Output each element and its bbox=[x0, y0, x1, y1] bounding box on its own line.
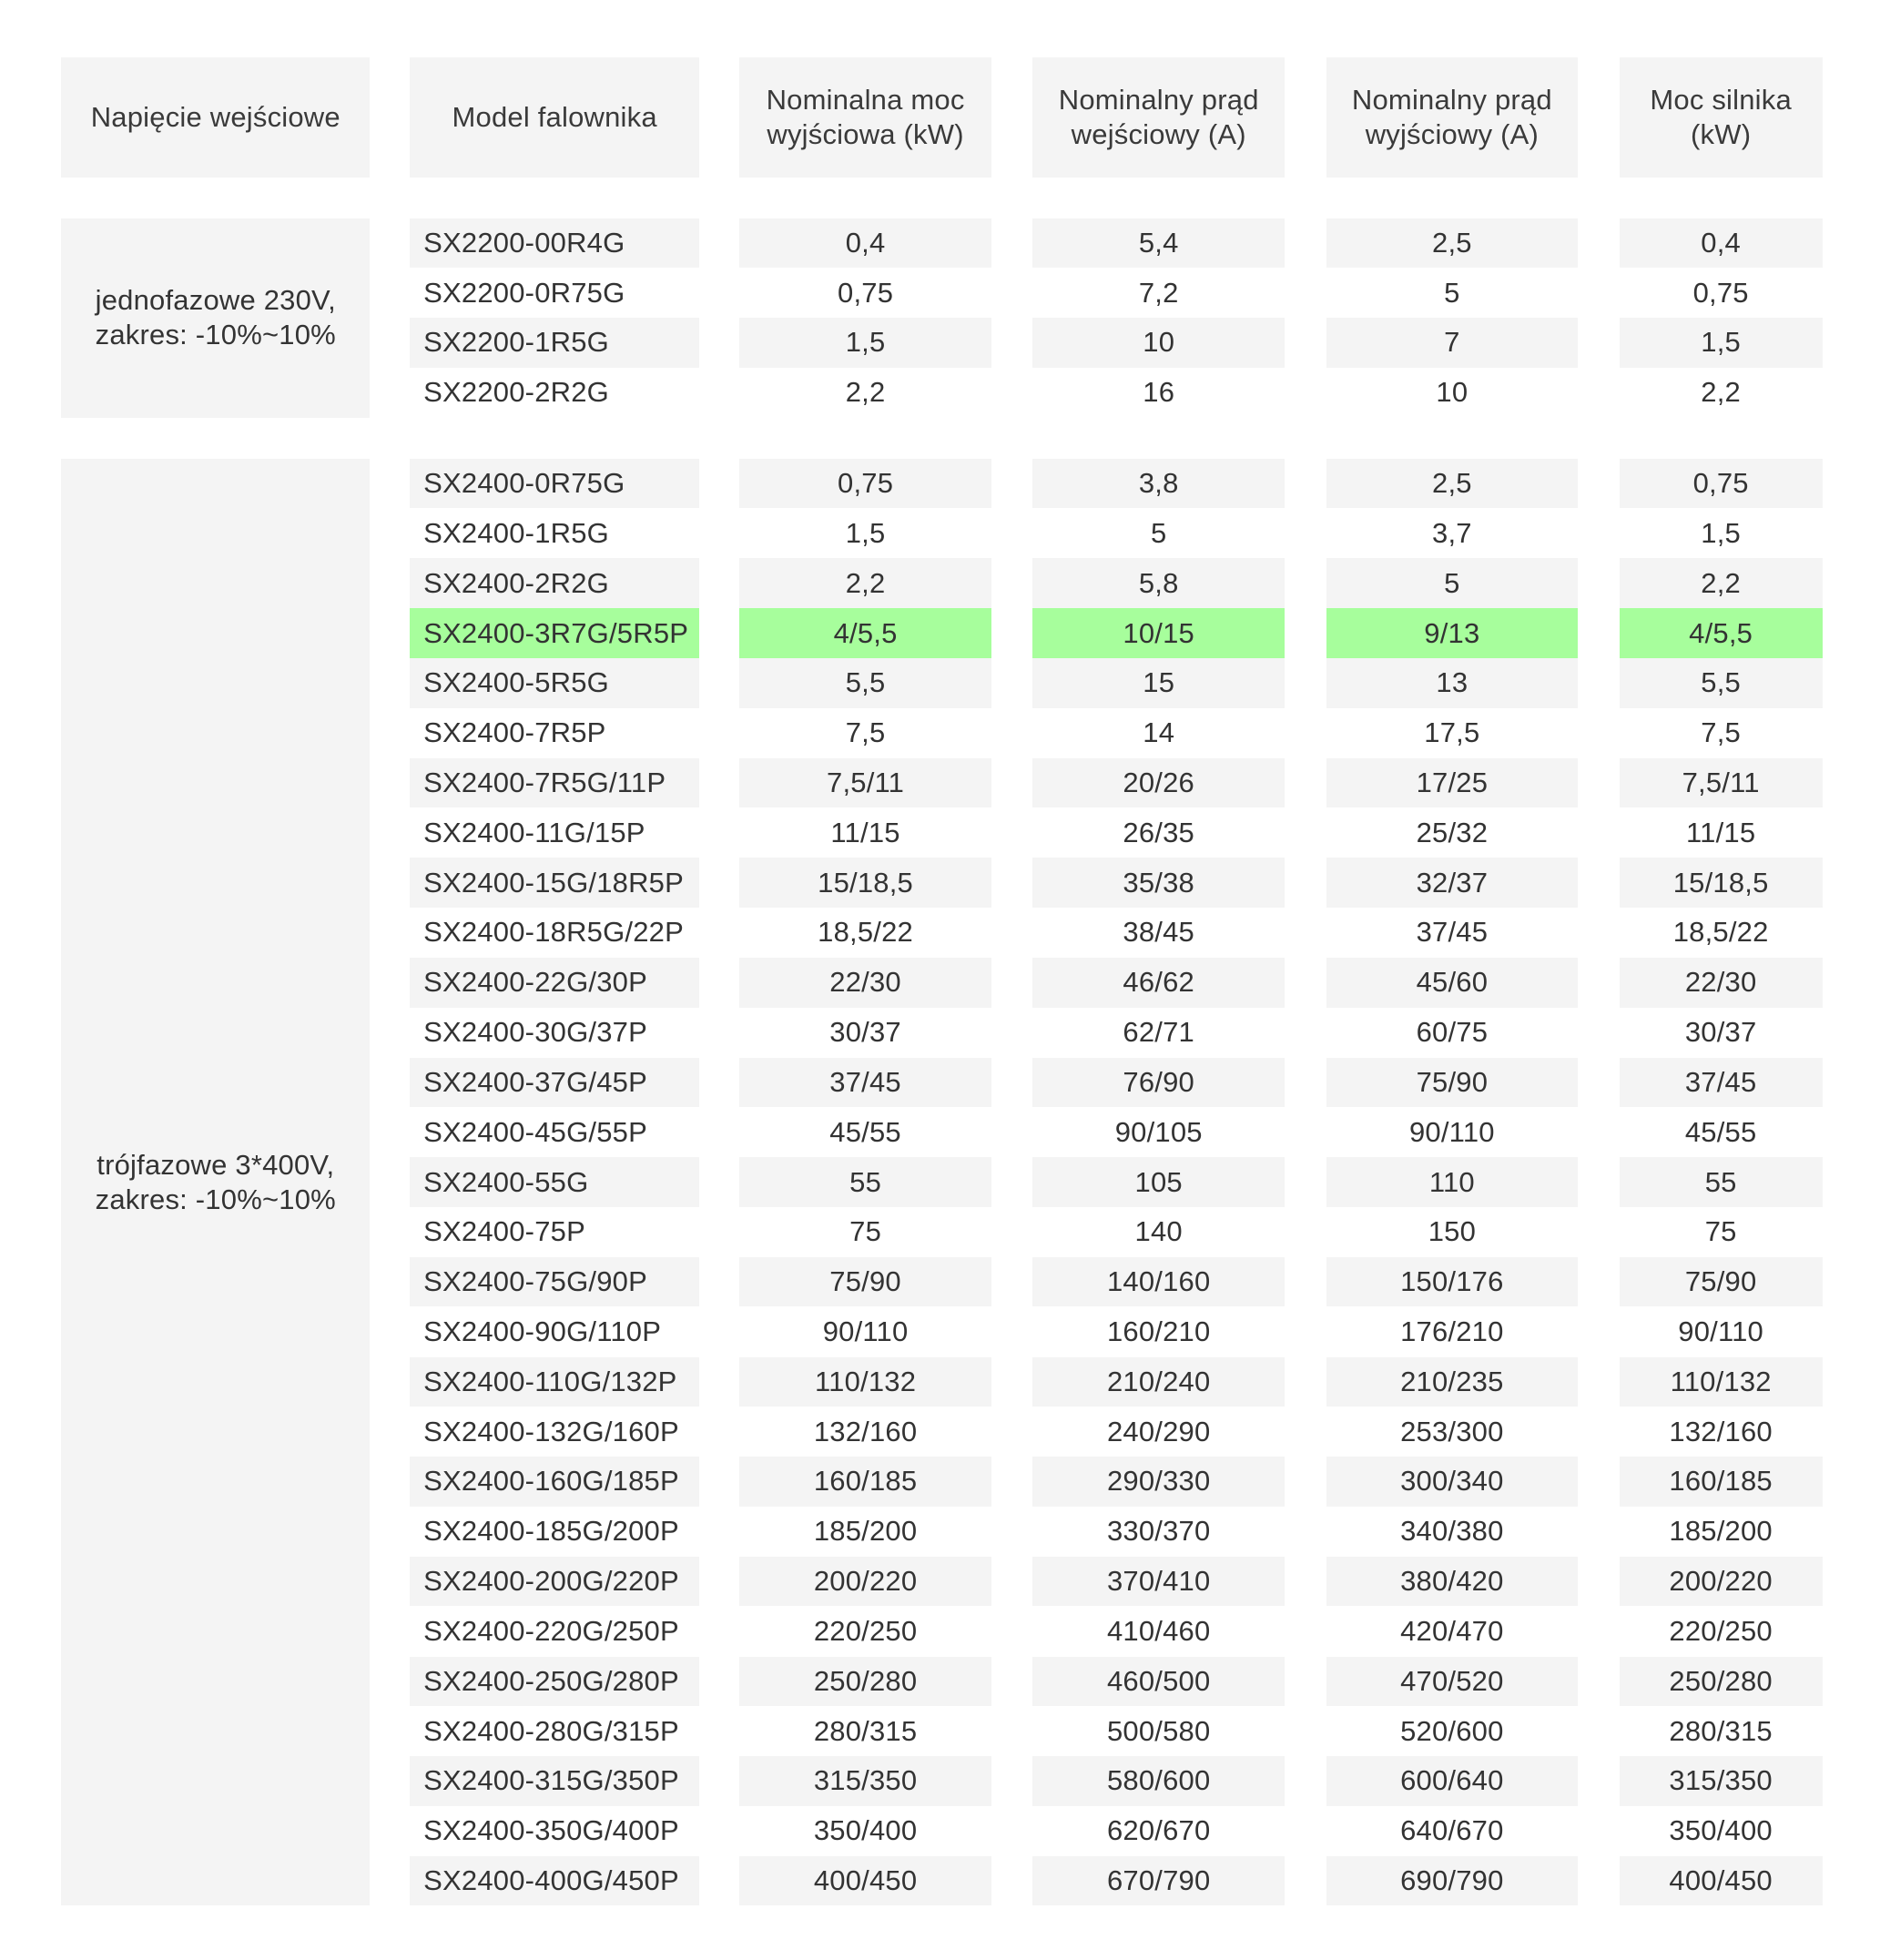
cell-power: 315/350 bbox=[739, 1756, 991, 1806]
cell-model: SX2400-0R75G bbox=[410, 459, 699, 509]
cell-in-current: 76/90 bbox=[1032, 1058, 1285, 1108]
cell-out-current: 60/75 bbox=[1416, 1016, 1489, 1049]
cell-power: 0,75 bbox=[838, 276, 894, 309]
cell-motor: 315/350 bbox=[1620, 1756, 1823, 1806]
cell-in-current: 670/790 bbox=[1032, 1856, 1285, 1906]
cell-model: SX2400-280G/315P bbox=[423, 1714, 679, 1747]
cell-power: 185/200 bbox=[813, 1515, 918, 1548]
cell-in-current: 460/500 bbox=[1032, 1657, 1285, 1707]
header-output-power: Nominalna moc wyjściowa (kW) bbox=[739, 57, 991, 178]
cell-in-current: 5,4 bbox=[1032, 218, 1285, 269]
cell-power: 200/220 bbox=[739, 1557, 991, 1607]
cell-power: 55 bbox=[739, 1157, 991, 1207]
cell-motor: 160/185 bbox=[1620, 1457, 1823, 1507]
cell-out-current: 17,5 bbox=[1424, 716, 1480, 749]
cell-in-current: 5,8 bbox=[1032, 558, 1285, 608]
cell-power: 37/45 bbox=[739, 1058, 991, 1108]
cell-motor: 90/110 bbox=[1678, 1315, 1763, 1348]
cell-in-current: 38/45 bbox=[1123, 916, 1194, 949]
cell-model: SX2400-250G/280P bbox=[410, 1657, 699, 1707]
cell-power: 2,2 bbox=[845, 376, 886, 409]
cell-out-current: 45/60 bbox=[1326, 958, 1579, 1008]
cell-motor: 22/30 bbox=[1620, 958, 1823, 1008]
cell-model: SX2400-200G/220P bbox=[410, 1557, 699, 1607]
cell-in-current: 14 bbox=[1143, 716, 1175, 749]
cell-in-current: 90/105 bbox=[1114, 1115, 1203, 1148]
cell-motor: 15/18,5 bbox=[1620, 858, 1823, 908]
cell-motor: 45/55 bbox=[1684, 1115, 1757, 1148]
cell-in-current: 210/240 bbox=[1032, 1357, 1285, 1407]
cell-power: 22/30 bbox=[739, 958, 991, 1008]
cell-out-current: 380/420 bbox=[1326, 1557, 1579, 1607]
cell-motor: 200/220 bbox=[1620, 1557, 1823, 1607]
cell-in-current: 16 bbox=[1143, 376, 1175, 409]
cell-motor: 11/15 bbox=[1686, 816, 1756, 848]
cell-out-current: 5 bbox=[1326, 558, 1579, 608]
cell-model: SX2400-7R5P bbox=[423, 716, 606, 749]
cell-power: 132/160 bbox=[813, 1415, 918, 1447]
voltage-group-2: trójfazowe 3*400V, zakres: -10%~10% bbox=[61, 459, 370, 1905]
cell-out-current: 253/300 bbox=[1400, 1415, 1504, 1447]
cell-in-current: 3,8 bbox=[1032, 459, 1285, 509]
cell-model: SX2200-00R4G bbox=[410, 218, 699, 269]
cell-model: SX2400-110G/132P bbox=[410, 1357, 699, 1407]
cell-model: SX2400-37G/45P bbox=[410, 1058, 699, 1108]
cell-in-current: 240/290 bbox=[1106, 1415, 1211, 1447]
cell-out-current: 2,5 bbox=[1326, 218, 1579, 269]
cell-in-current: 62/71 bbox=[1123, 1016, 1194, 1049]
cell-out-current: 520/600 bbox=[1400, 1714, 1504, 1747]
cell-motor: 5,5 bbox=[1620, 658, 1823, 708]
cell-in-current: 500/580 bbox=[1106, 1714, 1211, 1747]
cell-out-current: 5 bbox=[1444, 276, 1460, 309]
cell-in-current: 15 bbox=[1032, 658, 1285, 708]
cell-out-current: 75/90 bbox=[1326, 1058, 1579, 1108]
cell-model: SX2200-0R75G bbox=[423, 276, 625, 309]
cell-in-current: 20/26 bbox=[1032, 758, 1285, 808]
cell-power: 7,5/11 bbox=[739, 758, 991, 808]
cell-motor: 350/400 bbox=[1669, 1814, 1773, 1847]
cell-in-current: 46/62 bbox=[1032, 958, 1285, 1008]
cell-in-current: 620/670 bbox=[1106, 1814, 1211, 1847]
cell-in-current: 10 bbox=[1032, 318, 1285, 368]
cell-motor: 400/450 bbox=[1620, 1856, 1823, 1906]
cell-model: SX2400-315G/350P bbox=[410, 1756, 699, 1806]
cell-model: SX2400-30G/37P bbox=[423, 1016, 647, 1049]
cell-out-current: 32/37 bbox=[1326, 858, 1579, 908]
cell-out-current: 150 bbox=[1428, 1215, 1477, 1248]
cell-out-current: 90/110 bbox=[1408, 1115, 1495, 1148]
cell-motor: 37/45 bbox=[1620, 1058, 1823, 1108]
cell-power: 75 bbox=[849, 1215, 882, 1248]
cell-motor: 185/200 bbox=[1669, 1515, 1773, 1548]
cell-power: 1,5 bbox=[739, 318, 991, 368]
cell-in-current: 160/210 bbox=[1106, 1315, 1211, 1348]
cell-motor: 55 bbox=[1620, 1157, 1823, 1207]
cell-in-current: 26/35 bbox=[1123, 816, 1194, 848]
cell-motor: 75 bbox=[1704, 1215, 1737, 1248]
cell-in-current: 140 bbox=[1134, 1215, 1183, 1248]
cell-power: 15/18,5 bbox=[739, 858, 991, 908]
header-motor-power: Moc silnika (kW) bbox=[1620, 57, 1823, 178]
header-input-voltage: Napięcie wejściowe bbox=[61, 57, 370, 178]
cell-out-current: 37/45 bbox=[1416, 916, 1489, 949]
cell-power: 4/5,5 bbox=[739, 608, 991, 658]
cell-power: 11/15 bbox=[830, 816, 900, 848]
cell-model: SX2400-1R5G bbox=[423, 516, 609, 549]
cell-model: SX2200-1R5G bbox=[410, 318, 699, 368]
cell-motor: 7,5 bbox=[1701, 716, 1741, 749]
cell-out-current: 110 bbox=[1326, 1157, 1579, 1207]
cell-in-current: 290/330 bbox=[1032, 1457, 1285, 1507]
cell-in-current: 35/38 bbox=[1032, 858, 1285, 908]
cell-model: SX2400-160G/185P bbox=[410, 1457, 699, 1507]
cell-power: 110/132 bbox=[739, 1357, 991, 1407]
cell-power: 220/250 bbox=[813, 1614, 918, 1647]
cell-motor: 0,4 bbox=[1620, 218, 1823, 269]
cell-power: 0,4 bbox=[739, 218, 991, 269]
cell-out-current: 2,5 bbox=[1326, 459, 1579, 509]
cell-in-current: 7,2 bbox=[1138, 276, 1179, 309]
cell-motor: 0,75 bbox=[1620, 459, 1823, 509]
cell-model: SX2400-220G/250P bbox=[423, 1614, 679, 1647]
cell-out-current: 17/25 bbox=[1326, 758, 1579, 808]
cell-in-current: 410/460 bbox=[1106, 1614, 1211, 1647]
cell-out-current: 690/790 bbox=[1326, 1856, 1579, 1906]
cell-model: SX2400-350G/400P bbox=[423, 1814, 679, 1847]
cell-power: 45/55 bbox=[829, 1115, 901, 1148]
cell-model: SX2400-22G/30P bbox=[410, 958, 699, 1008]
cell-in-current: 330/370 bbox=[1106, 1515, 1211, 1548]
cell-motor: 250/280 bbox=[1620, 1657, 1823, 1707]
cell-model: SX2400-5R5G bbox=[410, 658, 699, 708]
cell-motor: 30/37 bbox=[1684, 1016, 1757, 1049]
cell-motor: 0,75 bbox=[1692, 276, 1749, 309]
cell-model: SX2400-55G bbox=[410, 1157, 699, 1207]
cell-out-current: 340/380 bbox=[1400, 1515, 1504, 1548]
cell-model: SX2400-132G/160P bbox=[423, 1415, 679, 1447]
cell-out-current: 9/13 bbox=[1326, 608, 1579, 658]
cell-out-current: 13 bbox=[1326, 658, 1579, 708]
cell-model: SX2400-11G/15P bbox=[423, 816, 645, 848]
cell-model: SX2200-2R2G bbox=[423, 376, 609, 409]
cell-in-current: 140/160 bbox=[1032, 1257, 1285, 1307]
cell-out-current: 300/340 bbox=[1326, 1457, 1579, 1507]
cell-out-current: 176/210 bbox=[1400, 1315, 1504, 1348]
cell-model: SX2400-18R5G/22P bbox=[423, 916, 684, 949]
cell-model: SX2400-3R7G/5R5P bbox=[410, 608, 699, 658]
cell-out-current: 150/176 bbox=[1326, 1257, 1579, 1307]
cell-motor: 110/132 bbox=[1620, 1357, 1823, 1407]
cell-model: SX2400-2R2G bbox=[410, 558, 699, 608]
cell-motor: 1,5 bbox=[1620, 318, 1823, 368]
cell-out-current: 25/32 bbox=[1416, 816, 1489, 848]
cell-power: 30/37 bbox=[829, 1016, 901, 1049]
cell-model: SX2400-400G/450P bbox=[410, 1856, 699, 1906]
cell-power: 18,5/22 bbox=[818, 916, 913, 949]
header-output-current: Nominalny prąd wyjściowy (A) bbox=[1326, 57, 1579, 178]
cell-in-current: 105 bbox=[1032, 1157, 1285, 1207]
cell-model: SX2400-45G/55P bbox=[423, 1115, 647, 1148]
cell-motor: 220/250 bbox=[1669, 1614, 1773, 1647]
cell-motor: 2,2 bbox=[1620, 558, 1823, 608]
cell-in-current: 10/15 bbox=[1032, 608, 1285, 658]
cell-out-current: 210/235 bbox=[1326, 1357, 1579, 1407]
cell-in-current: 370/410 bbox=[1032, 1557, 1285, 1607]
cell-model: SX2400-75G/90P bbox=[410, 1257, 699, 1307]
cell-power: 350/400 bbox=[813, 1814, 918, 1847]
cell-power: 1,5 bbox=[845, 516, 886, 549]
cell-power: 2,2 bbox=[739, 558, 991, 608]
voltage-group-1: jednofazowe 230V, zakres: -10%~10% bbox=[61, 218, 370, 418]
cell-in-current: 5 bbox=[1150, 516, 1167, 549]
cell-motor: 2,2 bbox=[1701, 376, 1741, 409]
cell-power: 75/90 bbox=[739, 1257, 991, 1307]
cell-power: 400/450 bbox=[739, 1856, 991, 1906]
cell-model: SX2400-7R5G/11P bbox=[410, 758, 699, 808]
cell-motor: 7,5/11 bbox=[1620, 758, 1823, 808]
cell-power: 0,75 bbox=[739, 459, 991, 509]
cell-out-current: 10 bbox=[1436, 376, 1468, 409]
cell-power: 160/185 bbox=[739, 1457, 991, 1507]
cell-motor: 18,5/22 bbox=[1672, 916, 1769, 949]
cell-model: SX2400-15G/18R5P bbox=[410, 858, 699, 908]
cell-power: 5,5 bbox=[739, 658, 991, 708]
cell-model: SX2400-90G/110P bbox=[423, 1315, 662, 1348]
cell-power: 250/280 bbox=[739, 1657, 991, 1707]
cell-motor: 4/5,5 bbox=[1620, 608, 1823, 658]
cell-model: SX2400-185G/200P bbox=[423, 1515, 679, 1548]
cell-power: 90/110 bbox=[822, 1315, 909, 1348]
cell-out-current: 7 bbox=[1326, 318, 1579, 368]
cell-motor: 132/160 bbox=[1669, 1415, 1773, 1447]
header-model: Model falownika bbox=[410, 57, 699, 178]
cell-power: 280/315 bbox=[813, 1714, 918, 1747]
cell-model: SX2400-75P bbox=[423, 1215, 585, 1248]
header-input-current: Nominalny prąd wejściowy (A) bbox=[1032, 57, 1285, 178]
cell-out-current: 600/640 bbox=[1326, 1756, 1579, 1806]
cell-out-current: 3,7 bbox=[1432, 516, 1472, 549]
cell-motor: 1,5 bbox=[1701, 516, 1741, 549]
cell-in-current: 580/600 bbox=[1032, 1756, 1285, 1806]
cell-out-current: 640/670 bbox=[1400, 1814, 1504, 1847]
cell-power: 7,5 bbox=[845, 716, 886, 749]
cell-motor: 280/315 bbox=[1669, 1714, 1773, 1747]
cell-motor: 75/90 bbox=[1620, 1257, 1823, 1307]
cell-out-current: 420/470 bbox=[1400, 1614, 1504, 1647]
cell-out-current: 470/520 bbox=[1326, 1657, 1579, 1707]
